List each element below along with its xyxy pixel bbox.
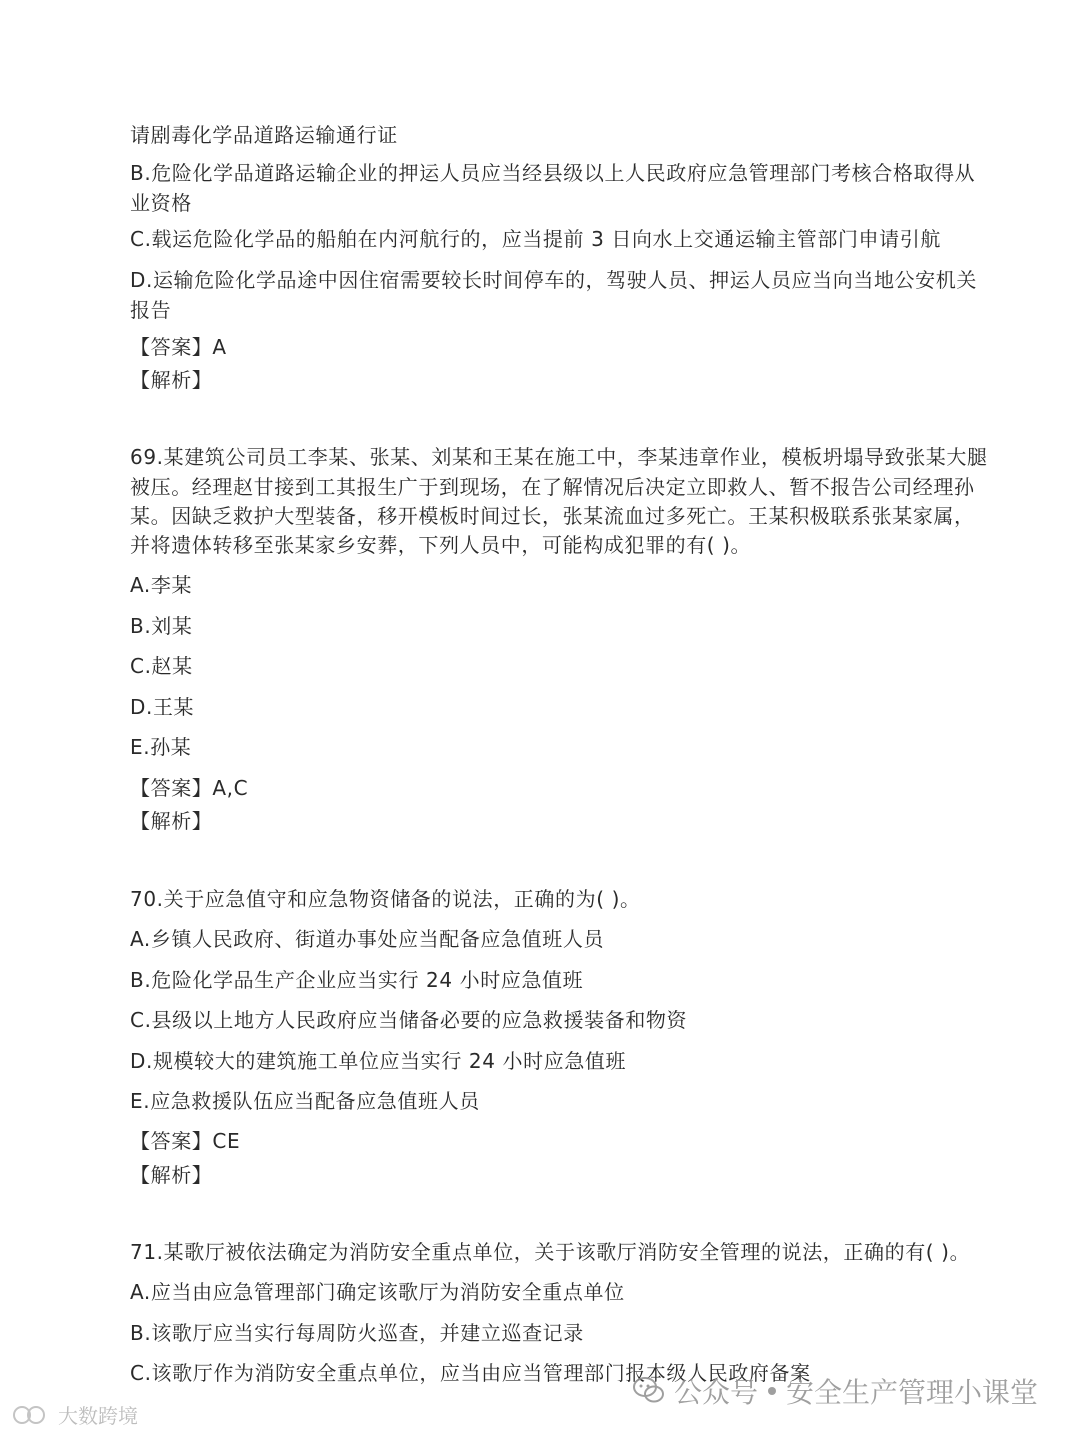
text-line: D.运输危险化学品途中因住宿需要较长时间停车的，驾驶人员、押运人员应当向当地公安机关: [130, 268, 977, 292]
option-line: E.应急救援队伍应当配备应急值班人员: [130, 1089, 480, 1113]
option-line: E.孙某: [130, 735, 192, 759]
analysis-label: 【解析】: [130, 809, 213, 833]
question-text: 70.关于应急值守和应急物资储备的说法，正确的为( )。: [130, 887, 641, 911]
answer-label: 【答案】CE: [130, 1129, 241, 1153]
question-text: 71.某歌厅被依法确定为消防安全重点单位，关于该歌厅消防安全管理的说法，正确的有( )。: [130, 1240, 971, 1264]
question-text: 并将遗体转移至张某家乡安葬，下列人员中，可能构成犯罪的有( )。: [130, 533, 752, 557]
option-line: C.该歌厅作为消防安全重点单位，应当由应当管理部门报本级人民政府备案: [130, 1361, 811, 1385]
watermark-right-name: 安全生产管理小课堂: [786, 1376, 1039, 1409]
watermark-right: [632, 1371, 1038, 1411]
text-line: 报告: [130, 298, 172, 322]
option-line: B.该歌厅应当实行每周防火巡查，并建立巡查记录: [130, 1321, 584, 1345]
option-line: B.危险化学品生产企业应当实行 24 小时应急值班: [130, 968, 584, 992]
option-line: D.规模较大的建筑施工单位应当实行 24 小时应急值班: [130, 1049, 627, 1073]
option-line: A.乡镇人民政府、街道办事处应当配备应急值班人员: [130, 927, 605, 951]
text-line: 业资格: [130, 191, 192, 215]
option-line: A.李某: [130, 573, 193, 597]
watermark-left: [12, 1400, 138, 1429]
watermark-logo-icon: [12, 1404, 52, 1426]
option-line: A.应当由应急管理部门确定该歌厅为消防安全重点单位: [130, 1280, 625, 1304]
separator-dot-icon: [768, 1387, 776, 1395]
watermark-left-text: 大数跨境: [58, 1404, 138, 1428]
analysis-label: 【解析】: [130, 1163, 213, 1187]
option-line: C.赵某: [130, 654, 193, 678]
text-line: 请剧毒化学品道路运输通行证: [130, 123, 398, 147]
question-text: 某。因缺乏救护大型装备，移开模板时间过长，张某流血过多死亡。王某积极联系张某家属，: [130, 504, 975, 528]
text-line: C.载运危险化学品的船舶在内河航行的，应当提前 3 日向水上交通运输主管部门申请引航: [130, 227, 941, 251]
option-line: B.刘某: [130, 614, 193, 638]
option-line: C.县级以上地方人民政府应当储备必要的应急救援装备和物资: [130, 1008, 688, 1032]
question-text: 69.某建筑公司员工李某、张某、刘某和王某在施工中，李某违章作业，模板坍塌导致张某大腿: [130, 445, 988, 469]
analysis-label: 【解析】: [130, 368, 213, 392]
answer-label: 【答案】A: [130, 335, 227, 359]
watermark-right-prefix: 公众号: [674, 1376, 759, 1409]
answer-label: 【答案】A,C: [130, 776, 249, 800]
question-text: 被压。经理赵甘接到工其报生广于到现场，在了解情况后决定立即救人、暂不报告公司经理孙: [130, 475, 975, 499]
option-line: D.王某: [130, 695, 195, 719]
text-line: B.危险化学品道路运输企业的押运人员应当经县级以上人民政府应急管理部门考核合格取得从: [130, 161, 976, 185]
wechat-icon: [632, 1374, 666, 1408]
